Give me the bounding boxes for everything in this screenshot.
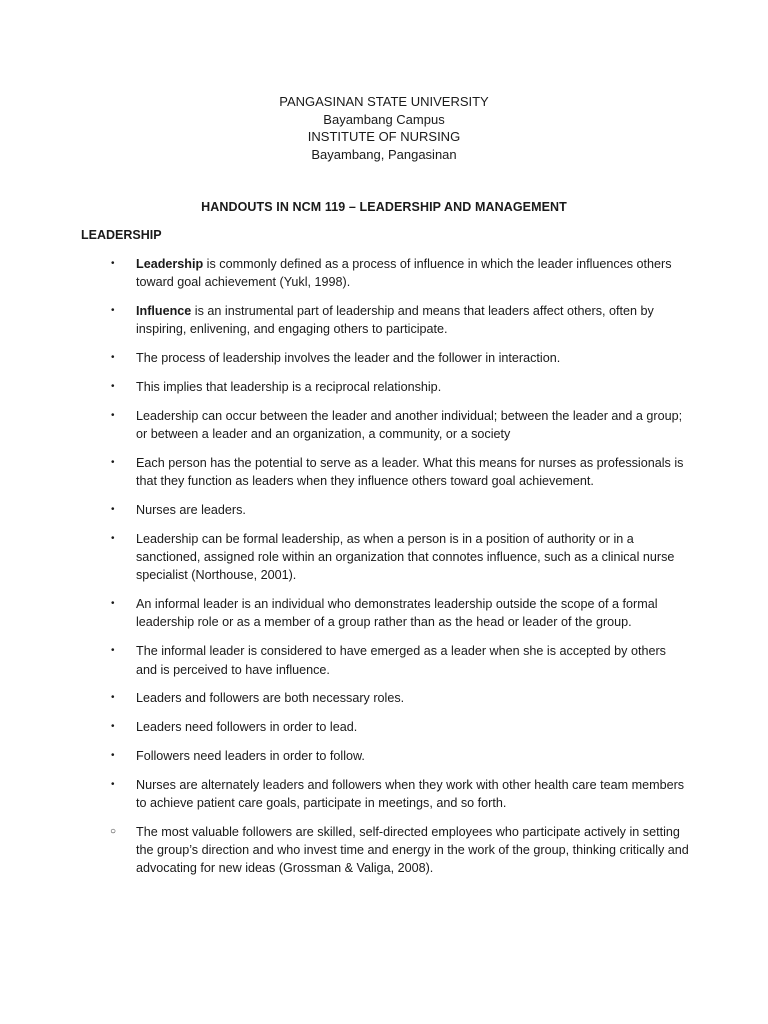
document-title: HANDOUTS IN NCM 119 – LEADERSHIP AND MANAGEMENT <box>201 200 567 214</box>
bullet-text: is an instrumental part of leadership and means that leaders affect others, often by inspiring, enlivening, and engaging others to participate. <box>136 304 654 337</box>
bullet-icon: • <box>111 352 115 364</box>
bullet-icon: • <box>111 409 115 421</box>
bullet-item <box>0 776 768 813</box>
bullet-item <box>0 255 768 292</box>
bullet-text: The most valuable followers are skilled, self-directed employees who participate actively in setting the group’s direction and who invest time and energy in the work of the group, thinking critically and advocating for new ideas (Grossman & Valiga, 2008). <box>136 824 689 876</box>
bullet-item <box>0 642 768 679</box>
bullet-text: Leaders and followers are both necessary roles. <box>136 691 405 706</box>
bullet-text: This implies that leadership is a reciprocal relationship. <box>136 379 442 394</box>
bullet-text: Followers need leaders in order to follow. <box>136 748 365 763</box>
bullet-icon: • <box>111 503 115 515</box>
bullet-icon: • <box>111 532 115 544</box>
hollow-bullet-icon: ○ <box>110 825 117 837</box>
bullet-icon: • <box>111 645 115 657</box>
bullet-item <box>0 407 768 444</box>
bullet-list <box>0 255 768 888</box>
bullet-lead-term: Leadership <box>136 257 204 271</box>
bullet-item <box>0 302 768 339</box>
bullet-text: Leadership can occur between the leader and another individual; between the leader and a group; or between a leader and an organization, a community, or a society <box>136 408 683 442</box>
document-header <box>0 93 768 163</box>
bullet-text: is commonly defined as a process of influence in which the leader influences others toward goal achievement (Yukl, 1998). <box>136 257 672 290</box>
bullet-icon: • <box>111 778 115 790</box>
university-name: PANGASINAN STATE UNIVERSITY <box>279 94 489 109</box>
bullet-item <box>0 501 768 519</box>
bullet-icon: • <box>111 749 115 761</box>
section-heading: LEADERSHIP <box>81 228 162 242</box>
bullet-text: Each person has the potential to serve as a leader. What this means for nurses as professionals is that they function as leaders when they influence others toward goal achievement. <box>136 455 684 489</box>
bullet-text: The informal leader is considered to have emerged as a leader when she is accepted by others and is perceived to have influence. <box>136 644 666 677</box>
bullet-text: The process of leadership involves the leader and the follower in interaction. <box>136 351 561 366</box>
bullet-text: An informal leader is an individual who demonstrates leadership outside the scope of a formal leadership role or as a member of a group rather than as the head or leader of the group. <box>136 597 658 630</box>
bullet-item <box>0 747 768 765</box>
campus-name: Bayambang Campus <box>323 111 445 127</box>
bullet-item <box>0 823 768 878</box>
institute-name: INSTITUTE OF NURSING <box>307 129 461 144</box>
bullet-icon: • <box>111 380 115 392</box>
bullet-icon: • <box>111 258 115 269</box>
bullet-lead-term: Influence <box>136 304 192 319</box>
bullet-item <box>0 530 768 585</box>
bullet-icon: • <box>111 305 115 317</box>
bullet-item <box>0 718 768 736</box>
bullet-item <box>0 689 768 707</box>
bullet-icon: • <box>111 692 115 704</box>
bullet-text: Leaders need followers in order to lead. <box>136 720 358 735</box>
bullet-item <box>0 349 768 367</box>
bullet-item <box>0 454 768 491</box>
bullet-icon: • <box>111 598 115 610</box>
bullet-item <box>0 378 768 396</box>
bullet-text: Nurses are alternately leaders and followers when they work with other health care team members to achieve patient care goals, participate in meetings, and so forth. <box>136 777 685 811</box>
bullet-text: Nurses are leaders. <box>136 502 246 517</box>
location-name: Bayambang, Pangasinan <box>311 146 457 162</box>
bullet-item <box>0 595 768 632</box>
bullet-icon: • <box>111 721 115 733</box>
bullet-icon: • <box>111 456 115 468</box>
bullet-text: Leadership can be formal leadership, as when a person is in a position of authority or in a sanctioned, assigned role within an organization that connotes influence, such as a clinical nurse specialist (Northouse, 2001). <box>136 531 675 583</box>
